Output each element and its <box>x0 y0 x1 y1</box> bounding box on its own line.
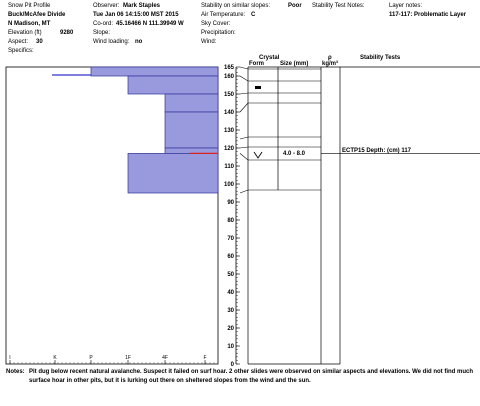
depth-tick-label: 60 <box>227 254 234 260</box>
layer-notes-value: 117-117: Problematic Layer <box>389 12 467 18</box>
layer-boundary <box>240 93 321 94</box>
hardness-bar <box>165 112 218 148</box>
stability-label: Stability on similar slopes: <box>201 3 271 9</box>
layer-boundary <box>240 190 321 193</box>
layer-boundary <box>240 147 321 148</box>
size-heading: Size (mm) <box>280 61 309 67</box>
depth-tick-label: 120 <box>223 146 234 152</box>
hardness-bar <box>165 94 218 112</box>
stability-tests-heading: Stability Tests <box>360 55 401 61</box>
depth-tick-label: 50 <box>227 272 234 278</box>
elevation-label: Elevation (ft) <box>8 30 42 36</box>
density-unit: kg/m³ <box>322 61 339 67</box>
hardness-bar <box>128 76 218 94</box>
hardness-tick-label: P <box>89 355 93 361</box>
specifics-label: Specifics: <box>8 48 34 54</box>
observer-label: Observer: <box>93 3 120 9</box>
wind-loading-value: no <box>135 39 143 45</box>
layer-boundary <box>240 153 321 160</box>
hardness-bar <box>128 153 218 193</box>
region: N Madison, MT <box>8 21 51 27</box>
air-temp-label: Air Temperature: <box>201 12 246 18</box>
notes-line-1: Pit dug below recent natural avalanche. Suspect it failed on surf hoar. 2 other slides were observed on similar aspects and elevations. We did not find much <box>29 369 473 375</box>
melt-freeze-crust-icon <box>255 86 261 89</box>
density-heading: ρ <box>328 55 332 61</box>
depth-tick-label: 160 <box>223 74 234 80</box>
notes-label: Notes: <box>6 369 25 375</box>
air-temp-value: C <box>251 12 256 18</box>
layer-boundary <box>240 76 321 81</box>
hardness-tick-label: F <box>203 355 207 361</box>
elevation-value: 9280 <box>60 30 74 36</box>
depth-tick-label: 90 <box>227 200 234 206</box>
stability-test-notes-label: Stability Test Notes: <box>312 3 365 9</box>
aspect-value: 30 <box>36 39 43 45</box>
depth-tick-label: 165 <box>223 65 234 71</box>
wind-loading-label: Wind loading: <box>93 39 130 45</box>
depth-tick-label: 130 <box>223 128 234 134</box>
date-time: Tue Jan 06 14:15:00 MST 2015 <box>93 12 179 18</box>
hardness-tick-label: K <box>53 355 57 361</box>
location: Buck/McAfee Divide <box>8 12 66 18</box>
layer-boundary <box>240 103 321 112</box>
hardness-bar <box>165 148 218 153</box>
slope-label: Slope: <box>93 30 111 36</box>
precipitation-label: Precipitation: <box>201 30 236 36</box>
hardness-bar <box>91 67 218 76</box>
hardness-tick-label: 4F <box>162 355 168 361</box>
hardness-tick-label: I <box>9 355 11 361</box>
coord-label: Co-ord: <box>93 21 114 27</box>
surface-hoar-icon <box>254 152 262 158</box>
depth-tick-label: 40 <box>227 290 234 296</box>
sky-cover-label: Sky Cover: <box>201 21 231 27</box>
layer-notes-label: Layer notes: <box>389 3 423 9</box>
aspect-label: Aspect: <box>8 39 29 45</box>
depth-tick-label: 20 <box>227 326 234 332</box>
depth-tick-label: 100 <box>223 182 234 188</box>
stability-value: Poor <box>288 3 302 9</box>
depth-tick-label: 30 <box>227 308 234 314</box>
crystal-heading: Crystal <box>259 55 280 61</box>
depth-tick-label: 80 <box>227 218 234 224</box>
observer-value: Mark Staples <box>123 3 161 9</box>
coord-value: 45.16466 N 111.39949 W <box>116 21 184 27</box>
notes-line-2: surface hoar in other pits, but it is lurking out there on sheltered slopes from the wind and the sun. <box>29 378 311 384</box>
depth-tick-label: 70 <box>227 236 234 242</box>
depth-tick-label: 110 <box>224 164 234 170</box>
wind-label: Wind: <box>201 39 217 45</box>
depth-tick-label: 0 <box>230 362 234 368</box>
depth-tick-label: 140 <box>223 110 234 116</box>
depth-tick-label: 10 <box>227 344 234 350</box>
profile-title: Snow Pit Profile <box>8 3 51 9</box>
layer-boundary <box>240 137 321 139</box>
form-heading: Form <box>249 61 264 67</box>
depth-tick-label: 150 <box>223 92 234 98</box>
stability-test-result: ECTP15 Depth: (cm) 117 <box>342 148 412 154</box>
layer-size-value: 4.0 - 8.0 <box>283 151 306 157</box>
hardness-tick-label: 1F <box>125 355 131 361</box>
